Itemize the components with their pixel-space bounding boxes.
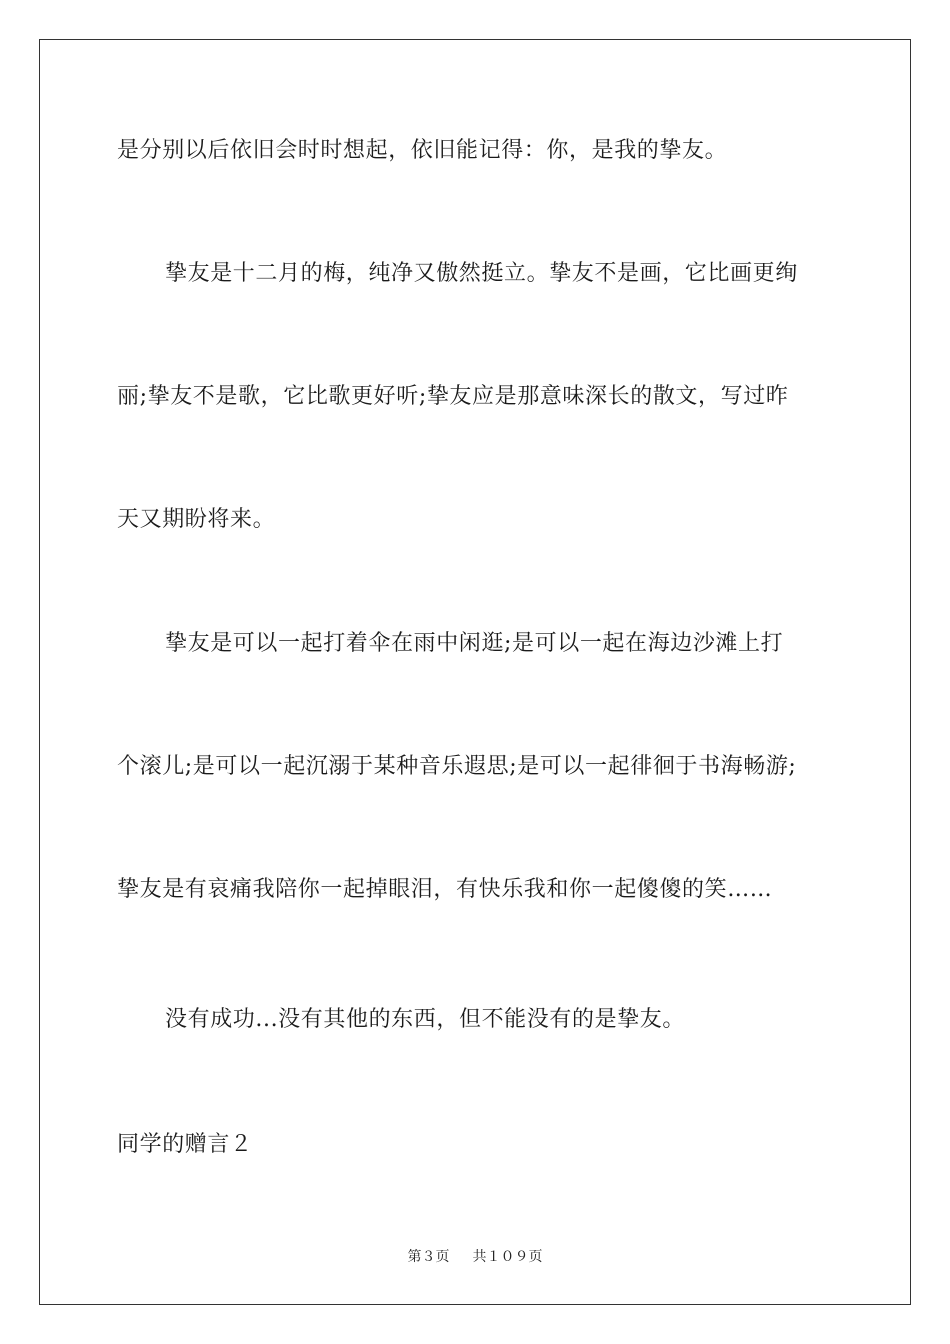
paragraph-line: 是分别以后依旧会时时想起，依旧能记得：你，是我的挚友。	[117, 138, 728, 163]
paragraph-line: 挚友是有哀痛我陪你一起掉眼泪，有快乐我和你一起傻傻的笑……	[117, 877, 773, 902]
paragraph-line: 天又期盼将来。	[117, 507, 276, 532]
page-number: 第３页	[407, 1249, 450, 1265]
paragraph-line: 丽;挚友不是歌，它比歌更好听;挚友应是那意味深长的散文，写过昨	[117, 384, 789, 409]
section-heading: 同学的赠言２	[117, 1132, 253, 1157]
page-footer	[0, 1247, 950, 1267]
page-border	[39, 39, 911, 1305]
page-total: 共１０９页	[472, 1249, 543, 1265]
paragraph-line: 没有成功...没有其他的东西，但不能没有的是挚友。	[165, 1007, 685, 1032]
paragraph-line: 个滚儿;是可以一起沉溺于某种音乐遐思;是可以一起徘徊于书海畅游;	[117, 754, 797, 779]
paragraph-line: 挚友是可以一起打着伞在雨中闲逛;是可以一起在海边沙滩上打	[165, 631, 784, 656]
paragraph-line: 挚友是十二月的梅，纯净又傲然挺立。挚友不是画，它比画更绚	[165, 261, 798, 286]
